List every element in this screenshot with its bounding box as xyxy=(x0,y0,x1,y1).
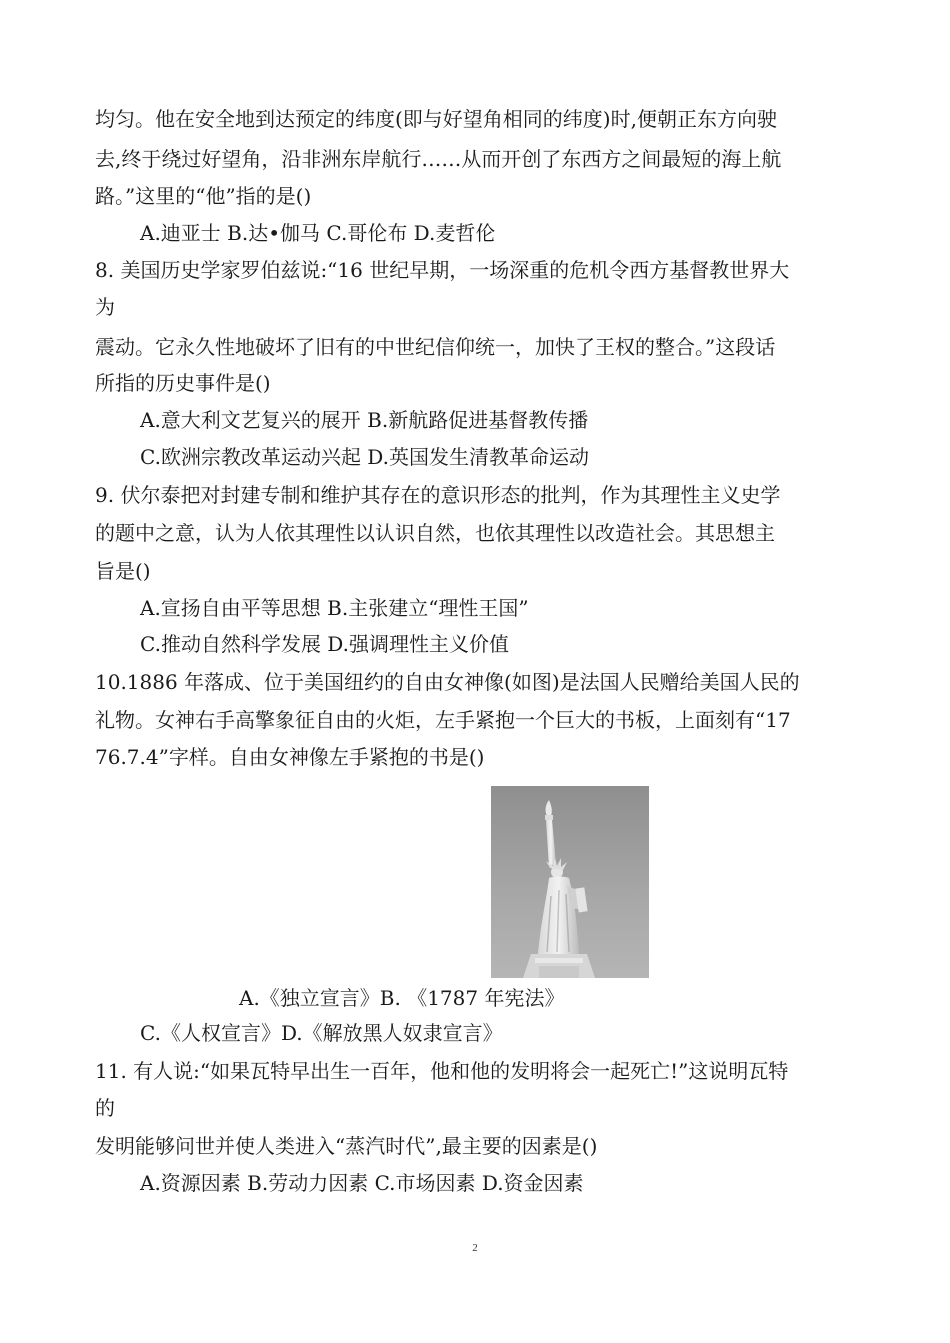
q7-options: A.迪亚士 B.达•伽马 C.哥伦布 D.麦哲伦 xyxy=(140,221,496,245)
q9-options-ab: A.宣扬自由平等思想 B.主张建立“理性王国” xyxy=(140,596,529,620)
q7-text-line-3: 路。”这里的“他”指的是() xyxy=(95,184,312,208)
q10-text-line-2: 礼物。女神右手高擎象征自由的火炬，左手紧抱一个巨大的书板，上面刻有“17 xyxy=(95,708,791,732)
q11-text-line-3: 发明能够问世并使人类进入“蒸汽时代”,最主要的因素是() xyxy=(95,1134,598,1158)
q7-text-line-1: 均匀。他在安全地到达预定的纬度(即与好望角相同的纬度)时,便朝正东方向驶 xyxy=(95,107,777,131)
q8-text-line-4: 所指的历史事件是() xyxy=(95,371,271,395)
q10-options-cd: C.《人权宣言》D.《解放黑人奴隶宣言》 xyxy=(140,1021,503,1045)
q9-text-line-2: 的题中之意，认为人依其理性以认识自然，也依其理性以改造社会。其思想主 xyxy=(95,521,775,545)
q11-options: A.资源因素 B.劳动力因素 C.市场因素 D.资金因素 xyxy=(140,1171,584,1195)
q10-text-line-3: 76.7.4”字样。自由女神像左手紧抱的书是() xyxy=(95,745,485,769)
statue-of-liberty-image xyxy=(491,786,649,978)
q8-options-ab: A.意大利文艺复兴的展开 B.新航路促进基督教传播 xyxy=(140,408,589,432)
q9-text-line-3: 旨是() xyxy=(95,559,151,583)
q9-options-cd: C.推动自然科学发展 D.强调理性主义价值 xyxy=(140,632,509,656)
q11-text-line-1: 11. 有人说:“如果瓦特早出生一百年，他和他的发明将会一起死亡!”这说明瓦特 xyxy=(95,1059,789,1083)
q10-options-ab: A.《独立宣言》B. 《1787 年宪法》 xyxy=(239,986,565,1010)
page-number: 2 xyxy=(472,1242,478,1254)
q8-text-line-2: 为 xyxy=(95,295,115,319)
q10-text-line-1: 10.1886 年落成、位于美国纽约的自由女神像(如图)是法国人民赠给美国人民的 xyxy=(95,670,800,694)
q9-text-line-1: 9. 伏尔泰把对封建专制和维护其存在的意识形态的批判，作为其理性主义史学 xyxy=(95,483,781,507)
q7-text-line-2: 去,终于绕过好望角，沿非洲东岸航行……从而开创了东西方之间最短的海上航 xyxy=(95,147,782,171)
q8-text-line-3: 震动。它永久性地破坏了旧有的中世纪信仰统一，加快了王权的整合。”这段话 xyxy=(95,335,776,359)
q8-text-line-1: 8. 美国历史学家罗伯兹说:“16 世纪早期，一场深重的危机令西方基督教世界大 xyxy=(95,258,790,282)
q11-text-line-2: 的 xyxy=(95,1096,115,1120)
q8-options-cd: C.欧洲宗教改革运动兴起 D.英国发生清教革命运动 xyxy=(140,445,589,469)
